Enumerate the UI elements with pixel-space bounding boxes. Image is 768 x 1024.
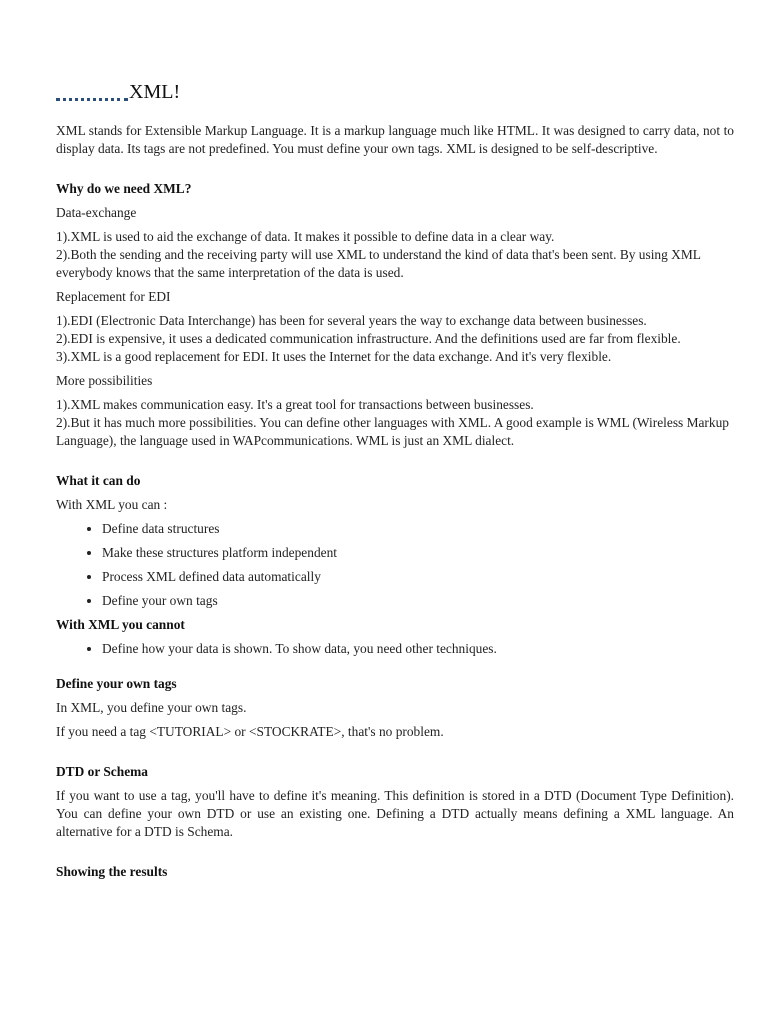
edi-point-3: 3).XML is a good replacement for EDI. It uses the Internet for the data exchange. And it's very flexible. xyxy=(56,349,612,364)
can-do-list xyxy=(56,520,734,610)
cannot-list xyxy=(56,640,734,658)
dtd-paragraph: If you want to use a tag, you'll have to define it's meaning. This definition is stored in a DTD (Document Type Definition). You can define your own DTD or use an existing one. Defining a DTD actually means defining a XML language. An alternative for a DTD is Schema. xyxy=(56,788,734,839)
possibilities-point-2: 2).But it has much more possibilities. You can define other languages with XML. A good example is WML (Wireless Markup Language), the language used in WAPcommunications. WML is just an XML dialect. xyxy=(56,415,729,448)
document-body xyxy=(56,122,734,881)
intro-paragraph: XML stands for Extensible Markup Language. It is a markup language much like HTML. It was designed to carry data, not to display data. Its tags are not predefined. You must define your own tags. XML is designed to be self-descriptive. xyxy=(56,123,734,156)
edi-point-1: 1).EDI (Electronic Data Interchange) has been for several years the way to exchange data between businesses. xyxy=(56,313,647,328)
own-tags-line-1: In XML, you define your own tags. xyxy=(56,700,247,715)
subheading-edi: Replacement for EDI xyxy=(56,289,171,304)
page-title-text: XML! xyxy=(129,81,181,103)
section-heading-can-do: What it can do xyxy=(56,473,141,488)
subheading-possibilities: More possibilities xyxy=(56,373,153,388)
section-heading-results: Showing the results xyxy=(56,864,168,879)
list-item: • Define your own tags xyxy=(102,592,734,610)
list-item: • Process XML defined data automatically xyxy=(102,568,734,586)
data-exchange-point-2: 2).Both the sending and the receiving party will use XML to understand the kind of data that's been sent. By using XML everybody knows that the same interpretation of the data is used. xyxy=(56,247,701,280)
can-do-intro: With XML you can : xyxy=(56,497,168,512)
section-heading-why: Why do we need XML? xyxy=(56,181,192,196)
page-title xyxy=(56,80,180,104)
list-item: • Define data structures xyxy=(102,520,734,538)
own-tags-line-2: If you need a tag <TUTORIAL> or <STOCKRATE>, that's no problem. xyxy=(56,724,444,739)
section-heading-dtd: DTD or Schema xyxy=(56,764,148,779)
subheading-data-exchange: Data-exchange xyxy=(56,205,137,220)
data-exchange-point-1: 1).XML is used to aid the exchange of data. It makes it possible to define data in a clear way. xyxy=(56,229,555,244)
edi-point-2: 2).EDI is expensive, it uses a dedicated communication infrastructure. And the definitions used are far from flexible. xyxy=(56,331,681,346)
list-item: • Make these structures platform independent xyxy=(102,544,734,562)
section-heading-own-tags: Define your own tags xyxy=(56,676,177,691)
list-item: • Define how your data is shown. To show data, you need other techniques. xyxy=(102,640,734,658)
possibilities-point-1: 1).XML makes communication easy. It's a great tool for transactions between businesses. xyxy=(56,397,534,412)
section-heading-cannot: With XML you cannot xyxy=(56,617,185,632)
title-leader-line xyxy=(56,94,128,101)
